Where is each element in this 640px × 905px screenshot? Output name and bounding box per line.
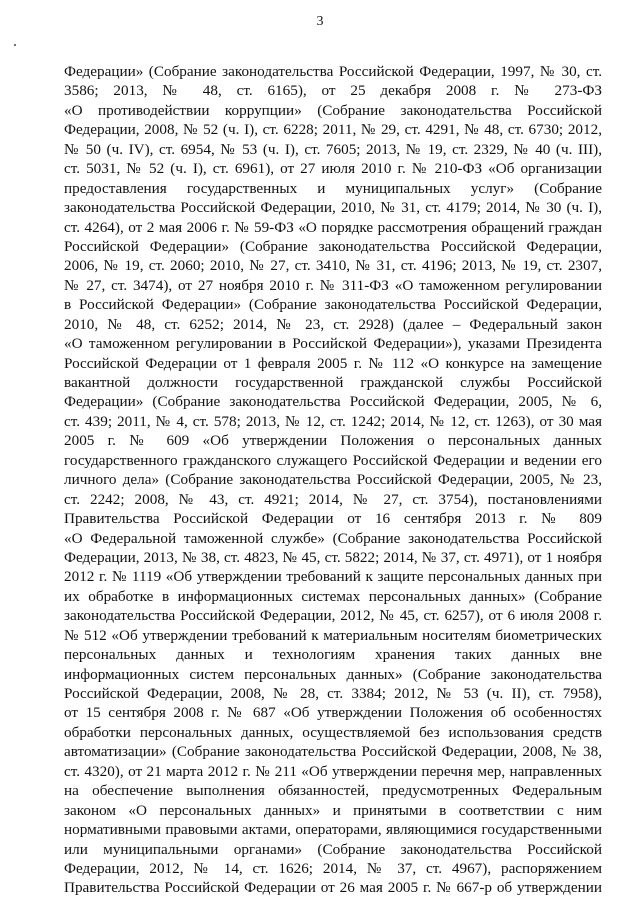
text-line: Федерации» (Собрание законодательства Российской Федерации, 1997, № 30, ст.: [64, 63, 602, 80]
text-line: 2010, № 48, ст. 6252; 2014, № 23, ст. 2928) (далее – Федеральный закон: [64, 315, 602, 333]
text-line: № 50 (ч. IV), ст. 6954, № 53 (ч. I), ст. 7605; 2013, № 19, ст. 2329, № 40 (ч. III),: [64, 140, 602, 158]
text-line: автоматизации» (Собрание законодательства Российской Федерации, 2008, № 38,: [64, 743, 602, 761]
page-number: 3: [316, 14, 324, 29]
text-line: персональных данных и технологиям хранения таких данных вне: [64, 646, 602, 664]
text-line: «О таможенном регулировании в Российской Федерации»), указами Президента: [64, 335, 602, 353]
text-line: «О Федеральной таможенной службе» (Собрание законодательства Российской: [64, 529, 602, 547]
text-line: «О противодействии коррупции» (Собрание законодательства Российской: [64, 101, 602, 119]
text-line: Российской Федерации от 1 февраля 2005 г. № 112 «О конкурсе на замещение: [64, 354, 602, 372]
text-line: законом «О персональных данных» и принятыми в соответствии с ним: [64, 801, 602, 819]
text-line: от 15 сентября 2008 г. № 687 «Об утверждении Положения об особенностях: [64, 704, 602, 722]
text-line: Федерации, 2012, № 14, ст. 1626; 2014, № 37, ст. 4967), распоряжением: [64, 859, 602, 877]
text-line: нормативными правовыми актами, операторами, являющимися государственными: [64, 821, 602, 839]
text-line: ст. 4264), от 2 мая 2006 г. № 59-ФЗ «О порядке рассмотрения обращений граждан: [64, 218, 602, 236]
text-line: законодательства Российской Федерации, 2010, № 31, ст. 4179; 2014, № 30 (ч. I),: [64, 199, 602, 217]
text-line: Федерации, 2008, № 52 (ч. I), ст. 6228; 2011, № 29, ст. 4291, № 48, ст. 6730; 2012,: [64, 121, 602, 139]
body-text: [64, 62, 602, 898]
text-line: предоставления государственных и муниципальных услуг» (Собрание: [64, 179, 602, 197]
text-line: вакантной должности государственной гражданской службы Российской: [64, 374, 602, 391]
text-line: ст. 439; 2011, № 4, ст. 578; 2013, № 12, ст. 1242; 2014, № 12, ст. 1263), от 30 мая: [64, 412, 602, 430]
text-line: ст. 4320), от 21 марта 2012 г. № 211 «Об утверждении перечня мер, направленных: [64, 762, 602, 780]
text-line: законодательства Российской Федерации, 2012, № 45, ст. 6257), от 6 июля 2008 г.: [64, 607, 602, 625]
text-line: их обработке в информационных системах персональных данных» (Собрание: [64, 587, 602, 605]
text-line: Российской Федерации» (Собрание законодательства Российской Федерации,: [64, 237, 602, 255]
text-line: 2006, № 19, ст. 2060; 2010, № 27, ст. 3410, № 31, ст. 4196; 2013, № 19, ст. 2307,: [64, 257, 602, 275]
text-line: Федерации» (Собрание законодательства Российской Федерации, 2005, № 6,: [64, 393, 602, 411]
text-line: обработки персональных данных, осуществляемой без использования средств: [64, 723, 602, 741]
text-line: 2005 г. № 609 «Об утверждении Положения о персональных данных: [64, 432, 602, 450]
text-line: № 27, ст. 3474), от 27 ноября 2010 г. № 311-ФЗ «О таможенном регулировании: [64, 276, 602, 294]
text-line: на обеспечение выполнения обязанностей, предусмотренных Федеральным: [64, 782, 602, 800]
text-line: № 512 «Об утверждении требований к материальным носителям биометрических: [64, 626, 602, 644]
text-line: Российской Федерации, 2008, № 28, ст. 3384; 2012, № 53 (ч. II), ст. 7958),: [64, 685, 602, 702]
text-line: ст. 5031, № 52 (ч. I), ст. 6961), от 27 июля 2010 г. № 210-ФЗ «Об организации: [64, 160, 602, 178]
text-line: 2012 г. № 1119 «Об утверждении требований к защите персональных данных при: [64, 568, 602, 586]
text-line: Правительства Российской Федерации от 16 сентября 2013 г. № 809: [64, 510, 602, 528]
text-line: ст. 2242; 2008, № 43, ст. 4921; 2014, № 27, ст. 3754), постановлениями: [64, 490, 602, 508]
text-line: 3586; 2013, № 48, ст. 6165), от 25 декабря 2008 г. № 273-ФЗ: [64, 82, 602, 100]
text-line: Федерации, 2013, № 38, ст. 4823, № 45, ст. 5822; 2014, № 37, ст. 4971), от 1 ноября: [64, 548, 602, 566]
text-line: личного дела» (Собрание законодательства Российской Федерации, 2005, № 23,: [64, 471, 602, 489]
scan-speck: [14, 44, 16, 46]
text-line: государственного гражданского служащего Российской Федерации и ведении его: [64, 451, 602, 469]
text-line: в Российской Федерации» (Собрание законодательства Российской Федерации,: [64, 296, 602, 314]
text-line: Правительства Российской Федерации от 26 мая 2005 г. № 667-р об утверждении: [64, 879, 602, 897]
text-line: или муниципальными органами» (Собрание законодательства Российской: [64, 840, 602, 858]
text-line: информационных систем персональных данных» (Собрание законодательства: [64, 665, 602, 683]
